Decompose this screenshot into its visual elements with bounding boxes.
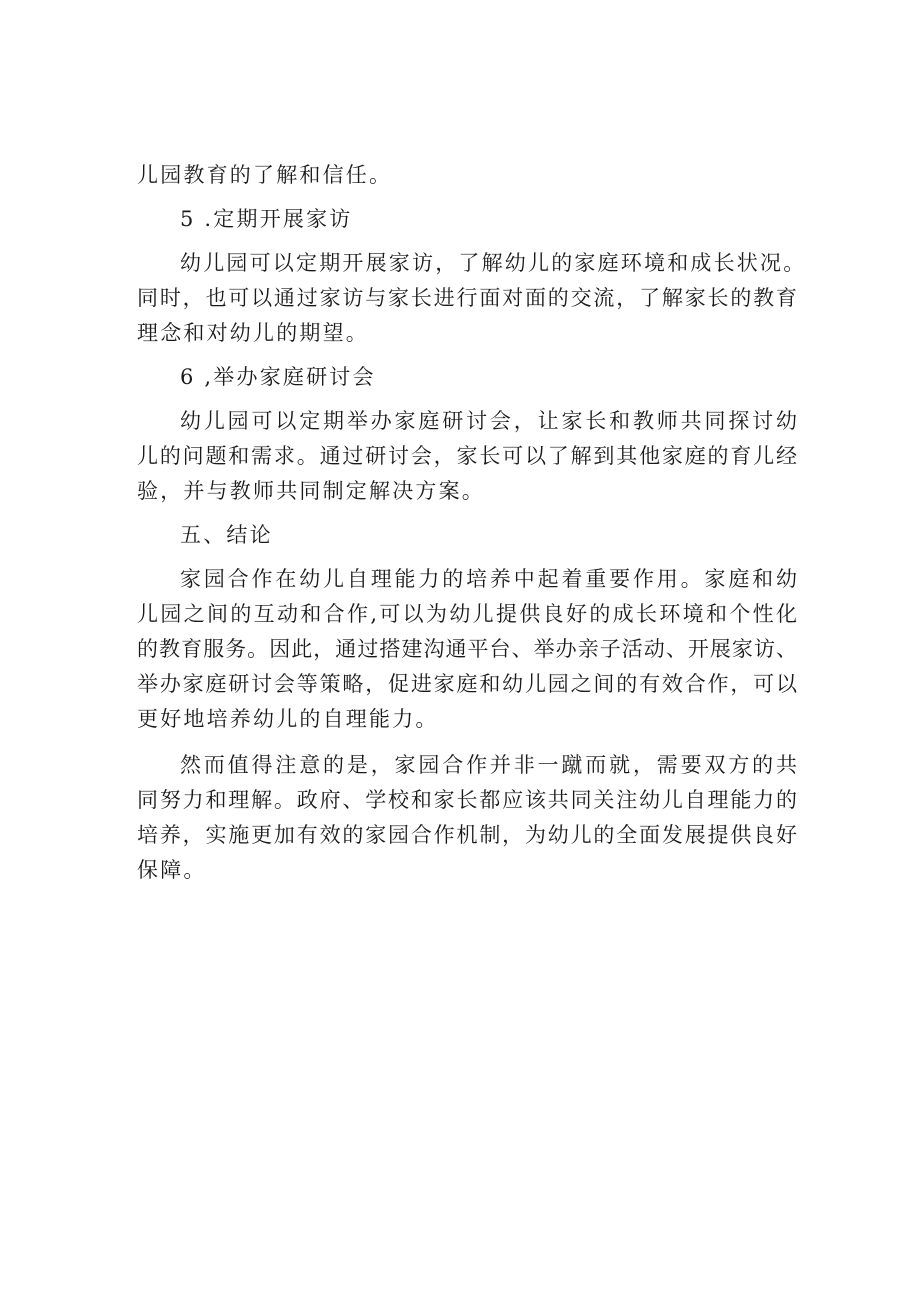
conclusion-heading: 五、结论 [180,523,273,547]
section-5-heading: 5 .定期开展家访 [180,207,353,231]
section-5-line: 幼儿园可以定期开展家访，了解幼儿的家庭环境和成长状况。 [180,251,807,275]
continuation-line: 儿园教育的了解和信任。 [137,163,393,187]
conclusion-para2-line: 同努力和理解。政府、学校和家长都应该共同关注幼儿自理能力的 [137,788,797,812]
section-6-line: 儿的问题和需求。通过研讨会，家长可以了解到其他家庭的育儿经 [137,444,797,468]
conclusion-para1-line: 的教育服务。因此，通过搭建沟通平台、举办亲子活动、开展家访、 [137,637,797,661]
conclusion-para2-line: 然而值得注意的是，家园合作并非一蹴而就，需要双方的共 [180,753,797,777]
section-6-line: 验，并与教师共同制定解决方案。 [137,479,485,503]
conclusion-para1-line: 更好地培养幼儿的自理能力。 [137,707,439,731]
section-5-line: 理念和对幼儿的期望。 [137,321,369,345]
conclusion-para2-line: 保障。 [137,858,207,882]
conclusion-para1-line: 举办家庭研讨会等策略，促进家庭和幼儿园之间的有效合作，可以 [137,672,797,696]
section-5-line: 同时，也可以通过家访与家长进行面对面的交流，了解家长的教育 [137,286,797,310]
document-body [137,158,807,888]
section-6-heading: 6 ,举办家庭研讨会 [180,365,376,389]
section-6-line: 幼儿园可以定期举办家庭研讨会，让家长和教师共同探讨幼 [180,409,797,433]
conclusion-para2-line: 培养，实施更加有效的家园合作机制，为幼儿的全面发展提供良好 [137,823,797,847]
conclusion-para1-line: 儿园之间的互动和合作,可以为幼儿提供良好的成长环境和个性化 [137,602,797,626]
conclusion-para1-line: 家园合作在幼儿自理能力的培养中起着重要作用。家庭和幼 [180,567,797,591]
